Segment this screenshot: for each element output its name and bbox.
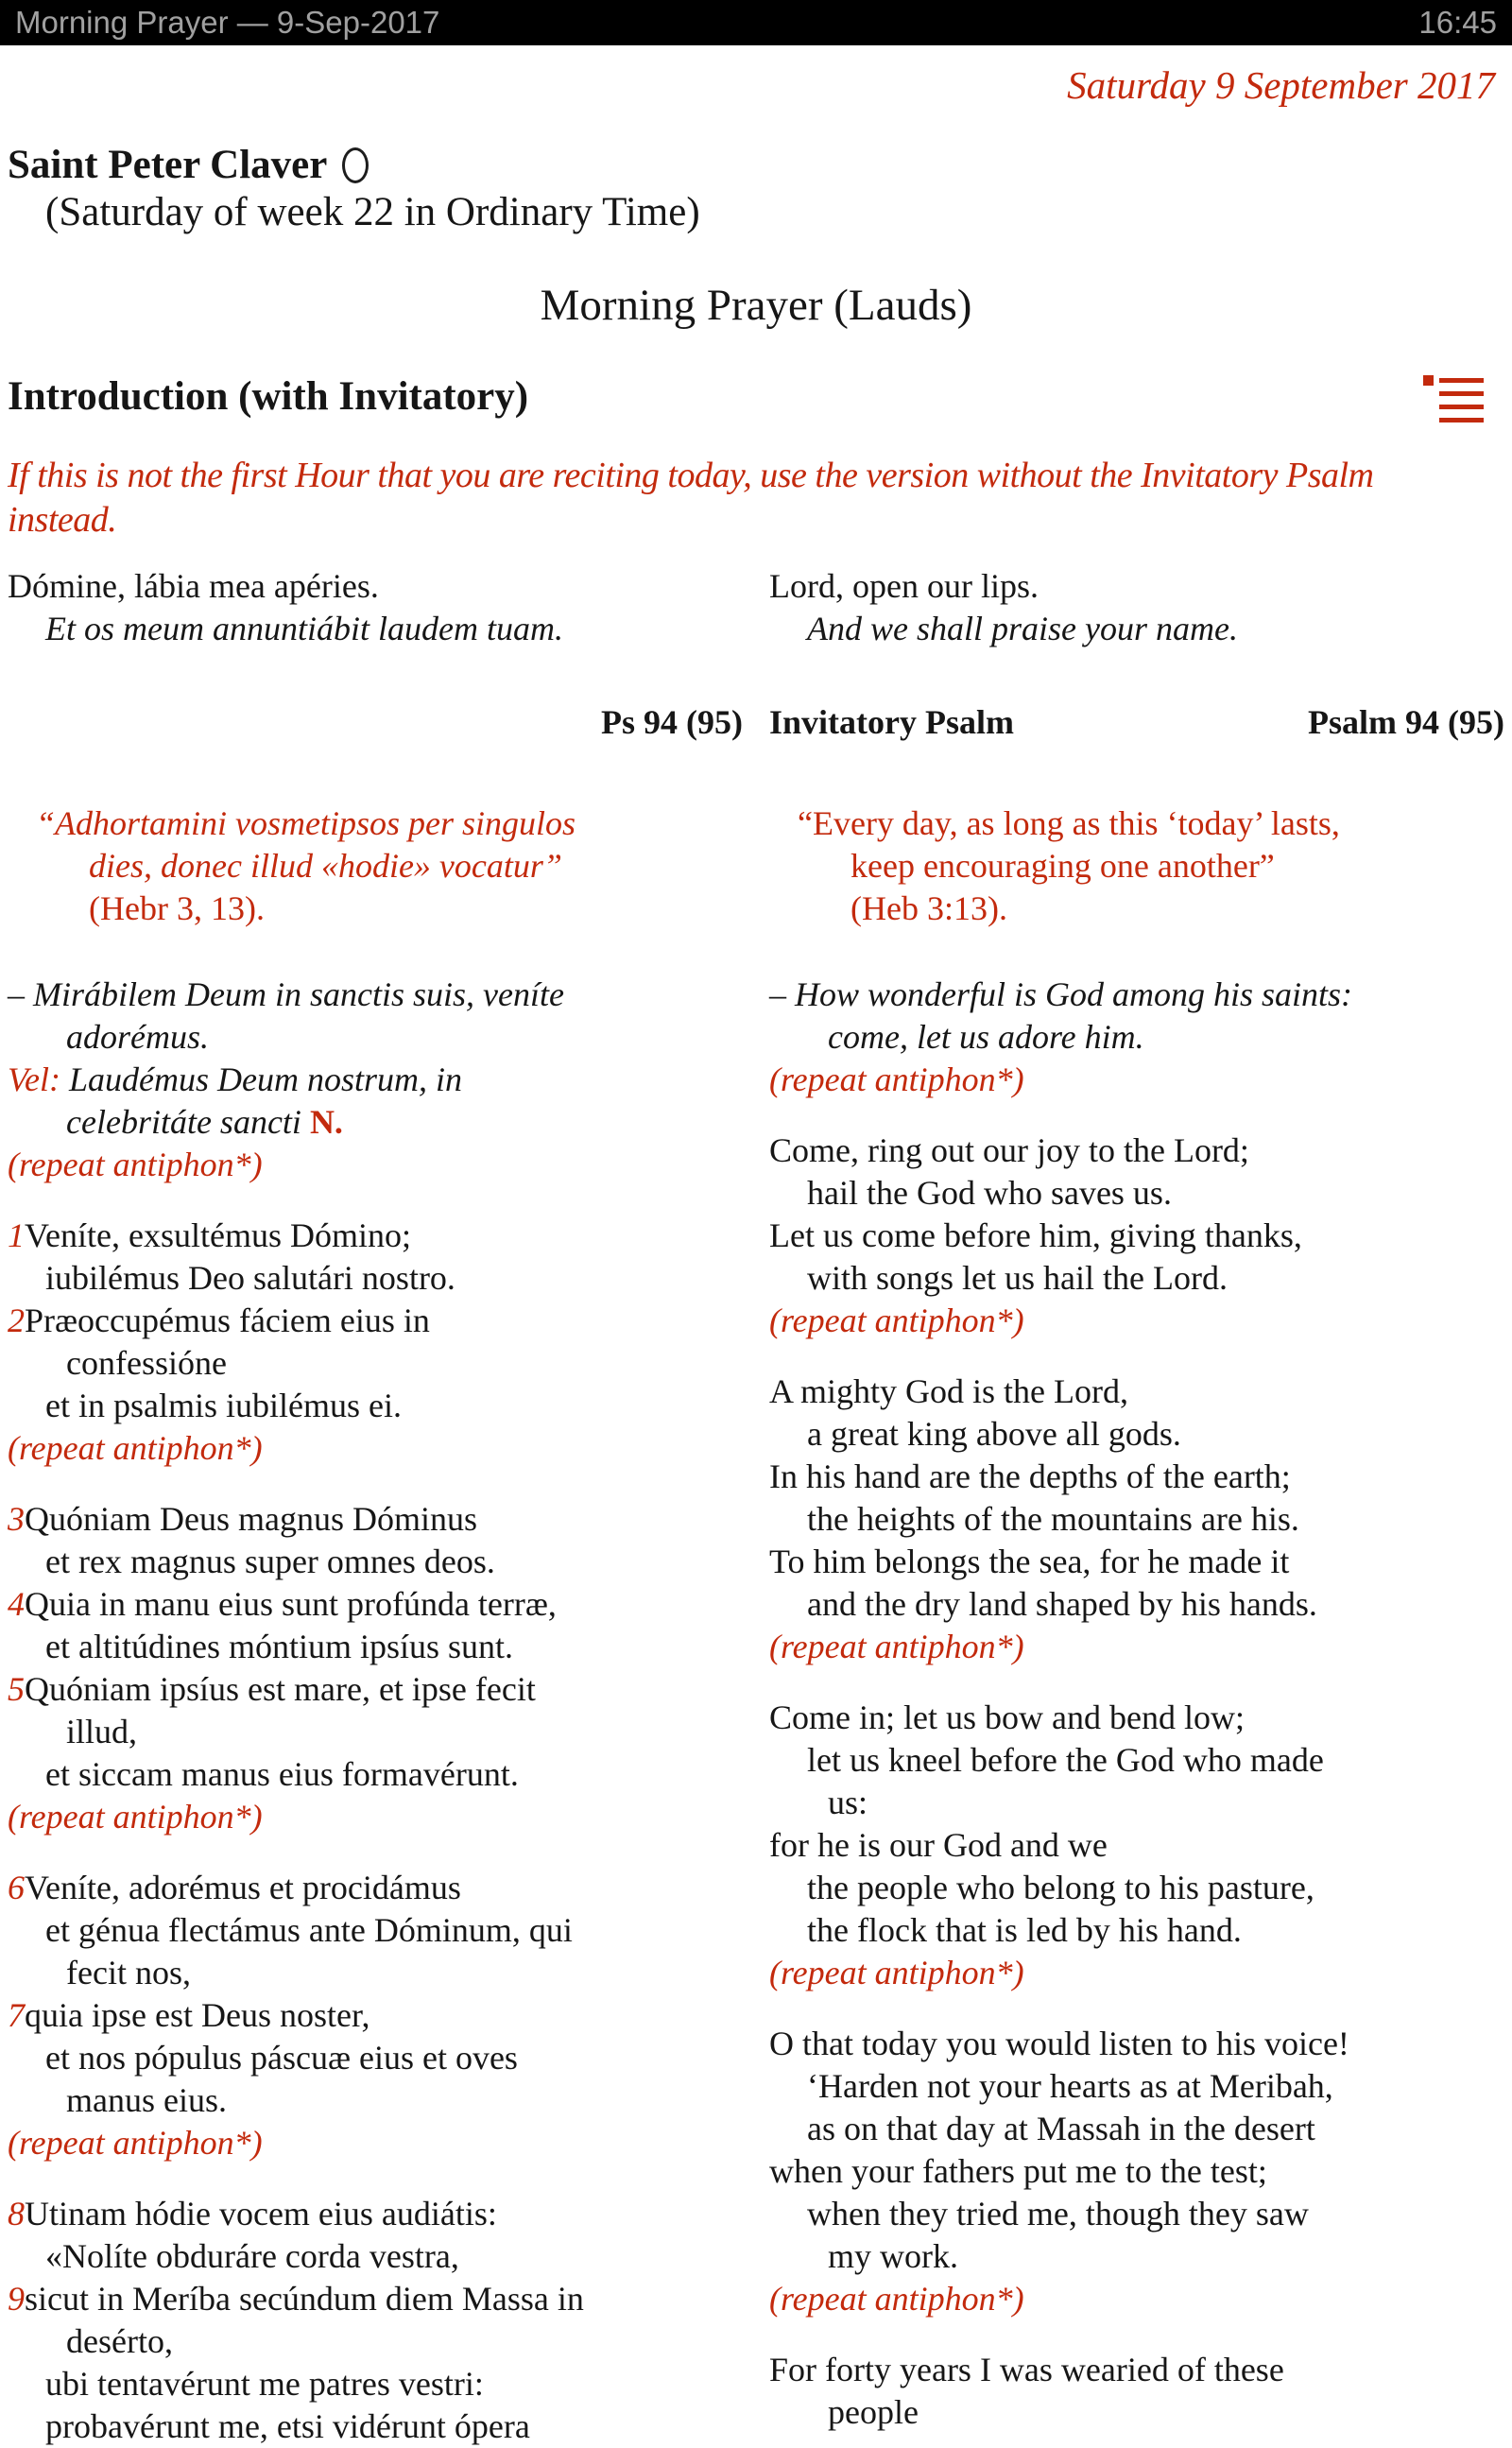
status-bar (0, 0, 1512, 45)
text-line (8, 2278, 743, 2320)
text-segment: probavérunt me, etsi vidérunt ópera (45, 2407, 530, 2445)
text-segment: (repeat antiphon*) (769, 2280, 1024, 2318)
text-line (8, 1753, 743, 1796)
text-segment: ‘Harden not your hearts as at Meribah, (807, 2067, 1333, 2105)
text-segment: N. (309, 1103, 343, 1141)
text-segment: (repeat antiphon*) (769, 1628, 1024, 1665)
text-line (8, 1300, 743, 1342)
text-segment: Veníte, adorémus et procidámus (25, 1869, 461, 1906)
text-line (769, 1413, 1504, 1456)
text-segment: ubi tentavérunt me patres vestri: (45, 2365, 484, 2403)
text-segment: confessióne (66, 1344, 227, 1382)
text-line (8, 2320, 743, 2363)
repeat-antiphon (769, 1952, 1504, 1994)
psalm-reference (8, 701, 743, 744)
text-line (769, 845, 1504, 888)
section-header (8, 372, 1504, 423)
scripture-quote (769, 802, 1504, 930)
verse-number: 5 (8, 1670, 25, 1708)
two-column-text (8, 565, 1504, 2448)
text-segment: (repeat antiphon*) (8, 1798, 263, 1836)
text-segment: Quóniam Deus magnus Dóminus (25, 1500, 477, 1538)
text-line (8, 1711, 743, 1753)
date-line: Saturday 9 September 2017 (1067, 63, 1495, 107)
text-segment: as on that day at Massah in the desert (807, 2110, 1315, 2147)
text-line (8, 1498, 743, 1541)
text-segment: iubilémus Deo salutári nostro. (45, 1259, 455, 1297)
antiphon (8, 974, 743, 1186)
text-line (8, 2405, 743, 2448)
text-segment: fecit nos, (66, 1954, 191, 1991)
text-segment: the heights of the mountains are his. (807, 1500, 1299, 1538)
text-line (8, 1994, 743, 2037)
text-segment: “Adhortamini vosmetipsos per singulos (36, 804, 576, 842)
text-segment: with songs let us hail the Lord. (807, 1259, 1228, 1297)
text-segment: desérto, (66, 2322, 173, 2360)
text-segment: And we shall praise your name. (807, 610, 1238, 647)
versicle (8, 565, 743, 650)
text-segment: when they tried me, though they saw (807, 2195, 1309, 2233)
text-line (769, 1129, 1504, 1172)
text-line (8, 802, 743, 845)
text-segment: (Heb 3:13). (850, 889, 1007, 927)
text-line (8, 2037, 743, 2079)
feast-subtitle: (Saturday of week 22 in Ordinary Time) (45, 190, 700, 234)
text-segment: – How wonderful is God among his saints: (769, 975, 1353, 1013)
text-segment: Utinam hódie vocem eius audiátis: (25, 2195, 497, 2233)
verse-number: 2 (8, 1302, 25, 1339)
menu-icon-line (1439, 418, 1484, 422)
text-segment: “Every day, as long as this ‘today’ lasts, (798, 804, 1340, 842)
text-segment: let us kneel before the God who made (807, 1741, 1324, 1779)
psalm-stanza (769, 2349, 1504, 2434)
text-line (8, 2363, 743, 2405)
text-line (769, 1909, 1504, 1952)
psalm-stanza (8, 1867, 743, 2164)
text-line (769, 1371, 1504, 1413)
menu-icon-square (1423, 375, 1434, 386)
text-segment: A mighty God is the Lord, (769, 1372, 1128, 1410)
section-title: Introduction (with Invitatory) (8, 374, 529, 419)
text-line (8, 2193, 743, 2235)
text-segment: Veníte, exsultémus Dómino; (25, 1216, 411, 1254)
text-segment: sicut in Meríba secúndum diem Massa in (25, 2280, 584, 2318)
text-line (8, 1059, 743, 1101)
feast-row (8, 142, 1504, 189)
psalm-stanza (8, 2193, 743, 2448)
text-line (8, 565, 743, 608)
text-line (769, 1498, 1504, 1541)
text-segment: et génua flectámus ante Dóminum, qui (45, 1911, 573, 1949)
repeat-antiphon (769, 1626, 1504, 1668)
text-line (8, 1867, 743, 1909)
text-segment: (repeat antiphon*) (769, 1302, 1024, 1339)
text-line (8, 1257, 743, 1300)
text-line (769, 888, 1504, 930)
repeat-antiphon (8, 2122, 743, 2164)
text-segment: quia ipse est Deus noster, (25, 1996, 370, 2034)
repeat-antiphon (8, 1427, 743, 1470)
repeat-antiphon (769, 2278, 1504, 2320)
psalm-heading-title: Invitatory Psalm (769, 703, 1014, 741)
text-line (8, 2079, 743, 2122)
latin-column (8, 565, 743, 2448)
text-segment: manus eius. (66, 2081, 227, 2119)
psalm-stanza (769, 1697, 1504, 1994)
text-line (769, 2391, 1504, 2434)
text-line (8, 1342, 743, 1385)
text-segment: (repeat antiphon*) (8, 1146, 263, 1183)
text-line (769, 1215, 1504, 1257)
text-segment: In his hand are the depths of the earth; (769, 1457, 1291, 1495)
text-segment: a great king above all gods. (807, 1415, 1181, 1453)
menu-icon-line (1439, 378, 1484, 383)
repeat-antiphon (8, 1796, 743, 1838)
text-segment: To him belongs the sea, for he made it (769, 1543, 1290, 1580)
antiphon (769, 974, 1504, 1101)
verse-number: 9 (8, 2280, 25, 2318)
verse-number: 4 (8, 1585, 25, 1623)
text-segment: us: (828, 1784, 868, 1821)
text-line (769, 1782, 1504, 1824)
text-line (769, 1257, 1504, 1300)
text-segment: «Nolíte obduráre corda vestra, (45, 2237, 459, 2275)
repeat-antiphon (769, 1059, 1504, 1101)
psalm-stanza (769, 2023, 1504, 2320)
text-line (769, 2235, 1504, 2278)
text-line (769, 1739, 1504, 1782)
text-segment: when your fathers put me to the test; (769, 2152, 1267, 2190)
rubric-line: If this is not the first Hour that you are reciting today, use the version without the Invitatory Psalm (8, 456, 1374, 495)
text-segment: Vel: (8, 1060, 69, 1098)
text-line (769, 1172, 1504, 1215)
text-line (769, 608, 1504, 650)
verse-number: 6 (8, 1869, 25, 1906)
text-line (8, 1016, 743, 1059)
feast-title: Saint Peter Claver (8, 143, 328, 187)
text-line (769, 1541, 1504, 1583)
text-segment: for he is our God and we (769, 1826, 1108, 1864)
text-segment: Dómine, lábia mea apéries. (8, 567, 379, 605)
text-line (8, 974, 743, 1016)
text-line (769, 1583, 1504, 1626)
text-segment: (repeat antiphon*) (8, 1429, 263, 1467)
text-line (8, 2235, 743, 2278)
text-line (769, 2349, 1504, 2391)
text-segment: celebritáte sancti (66, 1103, 310, 1141)
verse-number: 8 (8, 2195, 25, 2233)
text-segment: adorémus. (66, 1018, 209, 1056)
prayer-page (0, 62, 1512, 2448)
text-line (769, 2193, 1504, 2235)
text-segment: Let us come before him, giving thanks, (769, 1216, 1302, 1254)
text-line (8, 845, 743, 888)
text-line (8, 1215, 743, 1257)
text-segment: et altitúdines móntium ipsíus sunt. (45, 1628, 513, 1665)
text-line (8, 1541, 743, 1583)
text-segment: et in psalmis iubilémus ei. (45, 1387, 402, 1424)
text-segment: (Hebr 3, 13). (89, 889, 265, 927)
text-line (769, 2108, 1504, 2150)
text-segment: Quia in manu eius sunt profúnda terræ, (25, 1585, 557, 1623)
text-line (8, 1583, 743, 1626)
repeat-antiphon (769, 1300, 1504, 1342)
text-line (769, 2150, 1504, 2193)
text-line (769, 565, 1504, 608)
psalm-heading (769, 701, 1504, 744)
psalm-stanza (769, 1129, 1504, 1342)
text-segment: my work. (828, 2237, 958, 2275)
text-segment: come, let us adore him. (828, 1018, 1144, 1056)
text-segment: Ps 94 (95) (601, 703, 743, 741)
psalm-stanza (769, 1371, 1504, 1668)
text-segment: illud, (66, 1713, 138, 1750)
text-segment: people (828, 2393, 919, 2431)
text-segment: keep encouraging one another” (850, 847, 1275, 885)
text-segment: et siccam manus eius formavérunt. (45, 1755, 519, 1793)
text-segment: et rex magnus super omnes deos. (45, 1543, 495, 1580)
text-line (769, 1824, 1504, 1867)
text-line (769, 2023, 1504, 2065)
statusbar-clock: 16:45 (1418, 5, 1497, 40)
text-line (8, 1101, 743, 1144)
text-line (8, 1385, 743, 1427)
text-segment: dies, donec illud «hodie» vocatur” (89, 847, 562, 885)
text-line (8, 1952, 743, 1994)
rubric-note (8, 454, 1504, 543)
text-line (8, 1909, 743, 1952)
psalm-stanza (8, 1498, 743, 1838)
circle-outline-icon (342, 147, 369, 183)
text-line (8, 701, 743, 744)
text-segment: hail the God who saves us. (807, 1174, 1172, 1212)
text-segment: the flock that is led by his hand. (807, 1911, 1242, 1949)
psalm-heading-ref: Psalm 94 (95) (1308, 703, 1504, 741)
text-line (769, 1016, 1504, 1059)
text-segment: (repeat antiphon*) (769, 1060, 1024, 1098)
text-line (8, 888, 743, 930)
text-line (8, 608, 743, 650)
verse-number: 7 (8, 1996, 25, 2034)
text-segment: Præoccupémus fáciem eius in (25, 1302, 430, 1339)
text-segment: O that today you would listen to his voice! (769, 2025, 1349, 2062)
text-segment: and the dry land shaped by his hands. (807, 1585, 1317, 1623)
text-line (769, 1867, 1504, 1909)
scripture-quote (8, 802, 743, 930)
text-line (769, 1456, 1504, 1498)
text-segment: Laudémus Deum nostrum, in (68, 1060, 462, 1098)
menu-icon-line (1439, 391, 1484, 396)
text-segment: (repeat antiphon*) (769, 1954, 1024, 1991)
text-line (769, 2065, 1504, 2108)
text-line (769, 1697, 1504, 1739)
verse-number: 1 (8, 1216, 25, 1254)
text-segment: – Mirábilem Deum in sanctis suis, veníte (8, 975, 564, 1013)
versicle (769, 565, 1504, 650)
text-segment: Come in; let us bow and bend low; (769, 1698, 1245, 1736)
text-line (8, 1668, 743, 1711)
text-segment: Come, ring out our joy to the Lord; (769, 1131, 1249, 1169)
text-line (8, 1626, 743, 1668)
repeat-antiphon (8, 1144, 743, 1186)
text-segment: Quóniam ipsíus est mare, et ipse fecit (25, 1670, 536, 1708)
page-title: Morning Prayer (Lauds) (540, 281, 972, 330)
text-line (769, 802, 1504, 845)
menu-icon-line (1439, 405, 1484, 409)
text-segment: Et os meum annuntiábit laudem tuam. (45, 610, 563, 647)
text-segment: (repeat antiphon*) (8, 2124, 263, 2162)
section-menu-icon[interactable] (1423, 374, 1484, 423)
rubric-line: instead. (8, 500, 117, 540)
verse-number: 3 (8, 1500, 25, 1538)
english-column (769, 565, 1504, 2448)
text-segment: the people who belong to his pasture, (807, 1869, 1314, 1906)
statusbar-title: Morning Prayer — 9-Sep-2017 (15, 5, 440, 40)
text-line (769, 974, 1504, 1016)
text-segment: For forty years I was wearied of these (769, 2351, 1284, 2388)
text-segment: Lord, open our lips. (769, 567, 1039, 605)
psalm-stanza (8, 1215, 743, 1470)
text-segment: et nos pópulus páscuæ eius et oves (45, 2039, 518, 2077)
